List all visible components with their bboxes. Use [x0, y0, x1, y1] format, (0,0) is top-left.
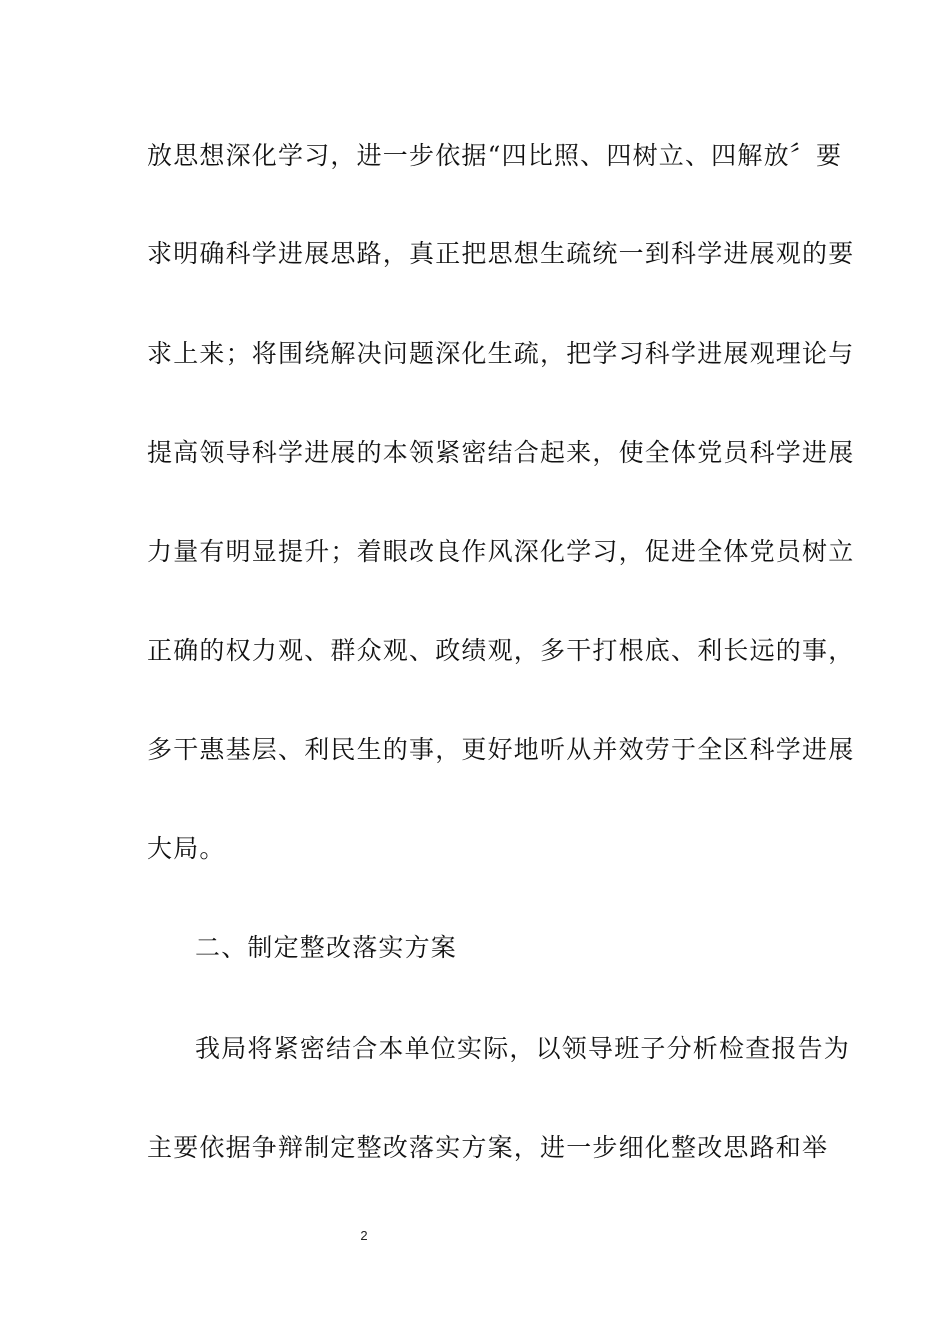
body-text-line: 提高领导科学进展的本领紧密结合起来，使全体党员科学进展	[147, 438, 855, 467]
body-text-line: 正确的权力观、群众观、政绩观，多干打根底、利长远的事，	[147, 636, 855, 665]
body-text-line: 放思想深化学习，进一步依据“四比照、四树立、四解放〞要	[147, 141, 843, 170]
body-text-line: 多干惠基层、利民生的事，更好地听从并效劳于全区科学进展	[147, 735, 855, 764]
paragraph-first-line: 我局将紧密结合本单位实际，以领导班子分析检查报告为	[195, 1034, 851, 1063]
page-number: 2	[360, 1228, 368, 1243]
body-text-line: 求明确科学进展思路，真正把思想生疏统一到科学进展观的要	[147, 239, 855, 268]
body-text-line: 大局。	[147, 834, 226, 863]
section-heading: 二、制定整改落实方案	[195, 933, 458, 962]
body-text-line: 主要依据争辩制定整改落实方案，进一步细化整改思路和举	[147, 1133, 829, 1162]
body-text-line: 力量有明显提升；着眼改良作风深化学习，促进全体党员树立	[147, 537, 855, 566]
body-text-line: 求上来；将围绕解决问题深化生疏，把学习科学进展观理论与	[147, 339, 855, 368]
